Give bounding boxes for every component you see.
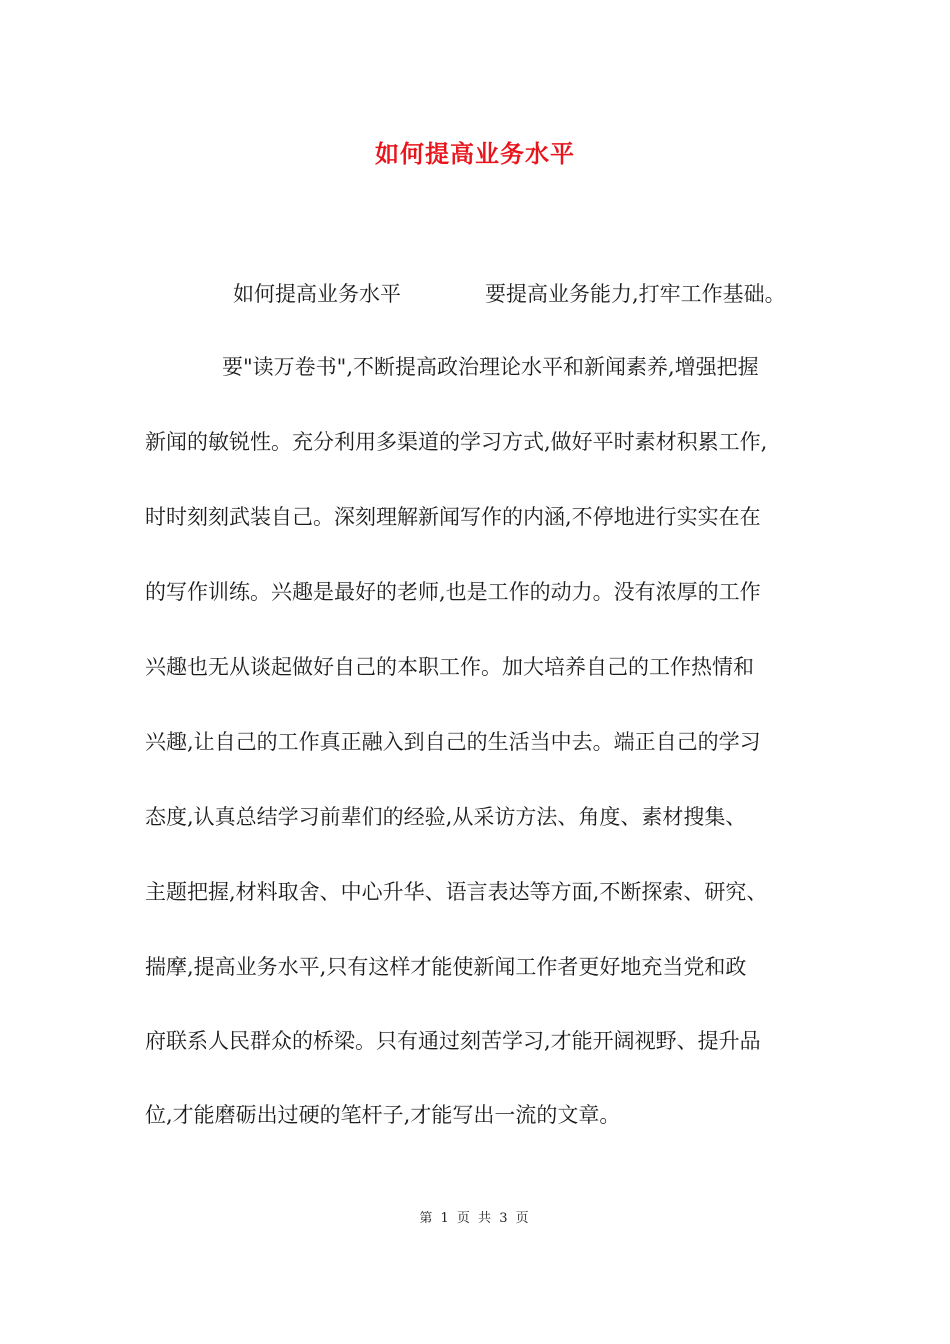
body-line-8: 态度,认真总结学习前辈们的经验,从采访方法、角度、素材搜集、: [145, 805, 747, 829]
body-line-1: 如何提高业务水平 要提高业务能力,打牢工作基础。: [233, 282, 786, 306]
page-number-footer: 第 1 页 共 3 页: [419, 1211, 531, 1226]
body-line-11: 府联系人民群众的桥梁。只有通过刻苦学习,才能开阔视野、提升品: [145, 1029, 761, 1053]
body-line-6: 兴趣也无从谈起做好自己的本职工作。加大培养自己的工作热情和: [145, 655, 754, 679]
body-line-2: 要"读万卷书",不断提高政治理论水平和新闻素养,增强把握: [222, 355, 759, 379]
body-line-12: 位,才能磨砺出过硬的笔杆子,才能写出一流的文章。: [145, 1103, 621, 1127]
body-line-3: 新闻的敏锐性。充分利用多渠道的学习方式,做好平时素材积累工作,: [145, 430, 768, 454]
body-line-7: 兴趣,让自己的工作真正融入到自己的生活当中去。端正自己的学习: [145, 730, 761, 754]
body-line-5: 的写作训练。兴趣是最好的老师,也是工作的动力。没有浓厚的工作: [145, 580, 761, 604]
body-line-4: 时时刻刻武装自己。深刻理解新闻写作的内涵,不停地进行实实在在: [145, 505, 761, 529]
body-line-9: 主题把握,材料取舍、中心升华、语言表达等方面,不断探索、研究、: [145, 880, 768, 904]
body-line-10: 揣摩,提高业务水平,只有这样才能使新闻工作者更好地充当党和政: [145, 955, 747, 979]
document-title: 如何提高业务水平: [375, 139, 575, 168]
